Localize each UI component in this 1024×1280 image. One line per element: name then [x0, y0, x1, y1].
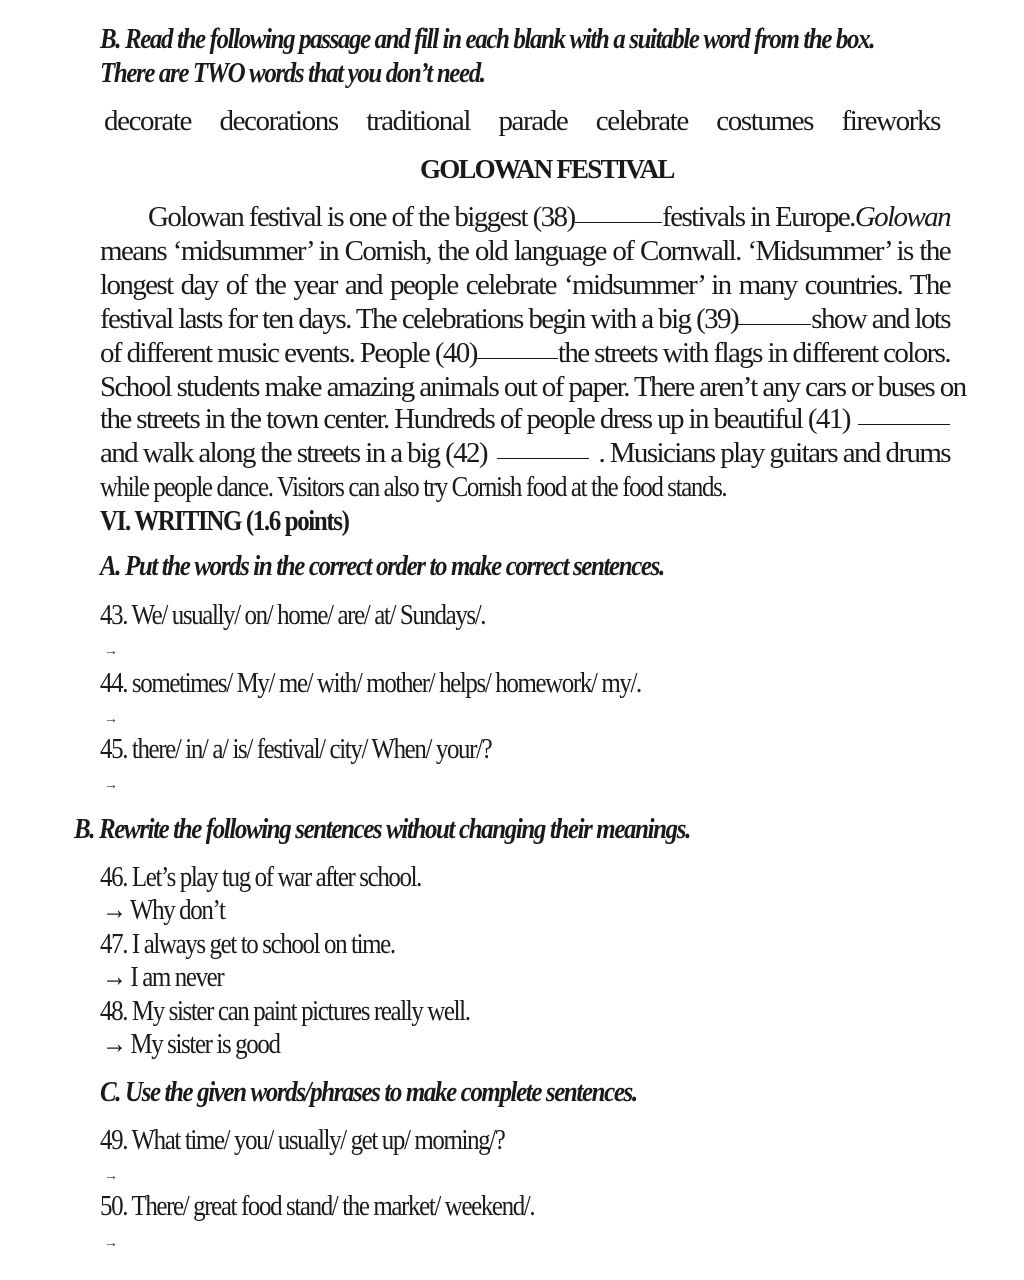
- answer-stem-46[interactable]: → Why don’t: [102, 894, 225, 926]
- answer-arrow-45[interactable]: →: [104, 778, 118, 793]
- word-box-item: costumes: [716, 105, 813, 137]
- part-b-instruction: B. Rewrite the following sentences without changing their meanings.: [74, 813, 690, 845]
- part-c-instruction: C. Use the given words/phrases to make complete sentences.: [100, 1076, 637, 1108]
- word-box-item: fireworks: [841, 105, 940, 137]
- blank-41[interactable]: [858, 402, 950, 425]
- blank-38[interactable]: [575, 200, 663, 223]
- question-43: 43. We/ usually/ on/ home/ are/ at/ Sundays/.: [100, 599, 486, 631]
- passage-line: [100, 402, 950, 436]
- blank-42[interactable]: [497, 436, 589, 459]
- answer-arrow-49[interactable]: →: [104, 1169, 118, 1184]
- answer-arrow-43[interactable]: →: [104, 644, 118, 659]
- reading-instruction-line2: There are TWO words that you don’t need.: [100, 57, 485, 89]
- answer-stem-48[interactable]: → My sister is good: [102, 1028, 280, 1060]
- question-49: 49. What time/ you/ usually/ get up/ morning/?: [100, 1124, 505, 1156]
- passage-text: festivals in Europe.: [662, 201, 855, 233]
- question-45: 45. there/ in/ a/ is/ festival/ city/ When/ your/?: [100, 733, 492, 765]
- passage-line: while people dance. Visitors can also try Cornish food at the food stands.: [100, 471, 727, 503]
- passage-text: School students make amazing animals out of paper. There aren’t any cars or buses on: [100, 371, 966, 403]
- passage-line: [100, 436, 950, 470]
- passage-line: [100, 370, 966, 404]
- question-50: 50. There/ great food stand/ the market/ weekend/.: [100, 1190, 535, 1222]
- answer-arrow-50[interactable]: →: [104, 1236, 118, 1251]
- passage-text: means ‘midsummer’ in Cornish, the old language of Cornwall. ‘Midsummer’ is the: [100, 235, 950, 267]
- passage-line: [100, 302, 950, 336]
- answer-stem-47[interactable]: → I am never: [102, 961, 224, 993]
- passage-text: Golowan festival is one of the biggest (38): [148, 201, 575, 233]
- passage-text: . Musicians play guitars and drums: [598, 437, 950, 469]
- question-46: 46. Let’s play tug of war after school.: [100, 861, 422, 893]
- blank-40[interactable]: [477, 336, 558, 359]
- passage-text: festival lasts for ten days. The celebrations begin with a big (39): [100, 303, 739, 335]
- passage-line: [148, 200, 950, 234]
- passage-text: longest day of the year and people celebrate ‘midsummer’ in many countries. The: [100, 269, 950, 301]
- passage-line: [100, 268, 950, 302]
- passage-text: the streets with flags in different colors.: [557, 337, 950, 369]
- question-44: 44. sometimes/ My/ me/ with/ mother/ helps/ homework/ my/.: [100, 667, 641, 699]
- blank-39[interactable]: [738, 302, 811, 325]
- question-48: 48. My sister can paint pictures really well.: [100, 995, 470, 1027]
- passage-text: of different music events. People (40): [100, 337, 477, 369]
- passage-line: [100, 234, 950, 268]
- word-box-item: traditional: [366, 105, 470, 137]
- passage-text: and walk along the streets in a big (42): [100, 437, 487, 469]
- word-box-item: decorations: [219, 105, 338, 137]
- word-box: [104, 104, 940, 138]
- question-47: 47. I always get to school on time.: [100, 928, 395, 960]
- writing-heading: VI. WRITING (1.6 points): [100, 505, 349, 537]
- passage-text: Golowan: [854, 201, 950, 233]
- passage-line: [100, 336, 950, 370]
- passage-title: GOLOWAN FESTIVAL: [420, 154, 674, 184]
- word-box-item: decorate: [104, 105, 192, 137]
- part-a-instruction: A. Put the words in the correct order to make correct sentences.: [100, 550, 664, 582]
- answer-arrow-44[interactable]: →: [104, 712, 118, 727]
- word-box-item: parade: [498, 105, 568, 137]
- passage-text: the streets in the town center. Hundreds of people dress up in beautiful (41): [100, 403, 850, 435]
- word-box-item: celebrate: [595, 105, 688, 137]
- passage-text: show and lots: [811, 303, 950, 335]
- reading-instruction-line1: B. Read the following passage and fill in each blank with a suitable word from the box.: [100, 23, 875, 55]
